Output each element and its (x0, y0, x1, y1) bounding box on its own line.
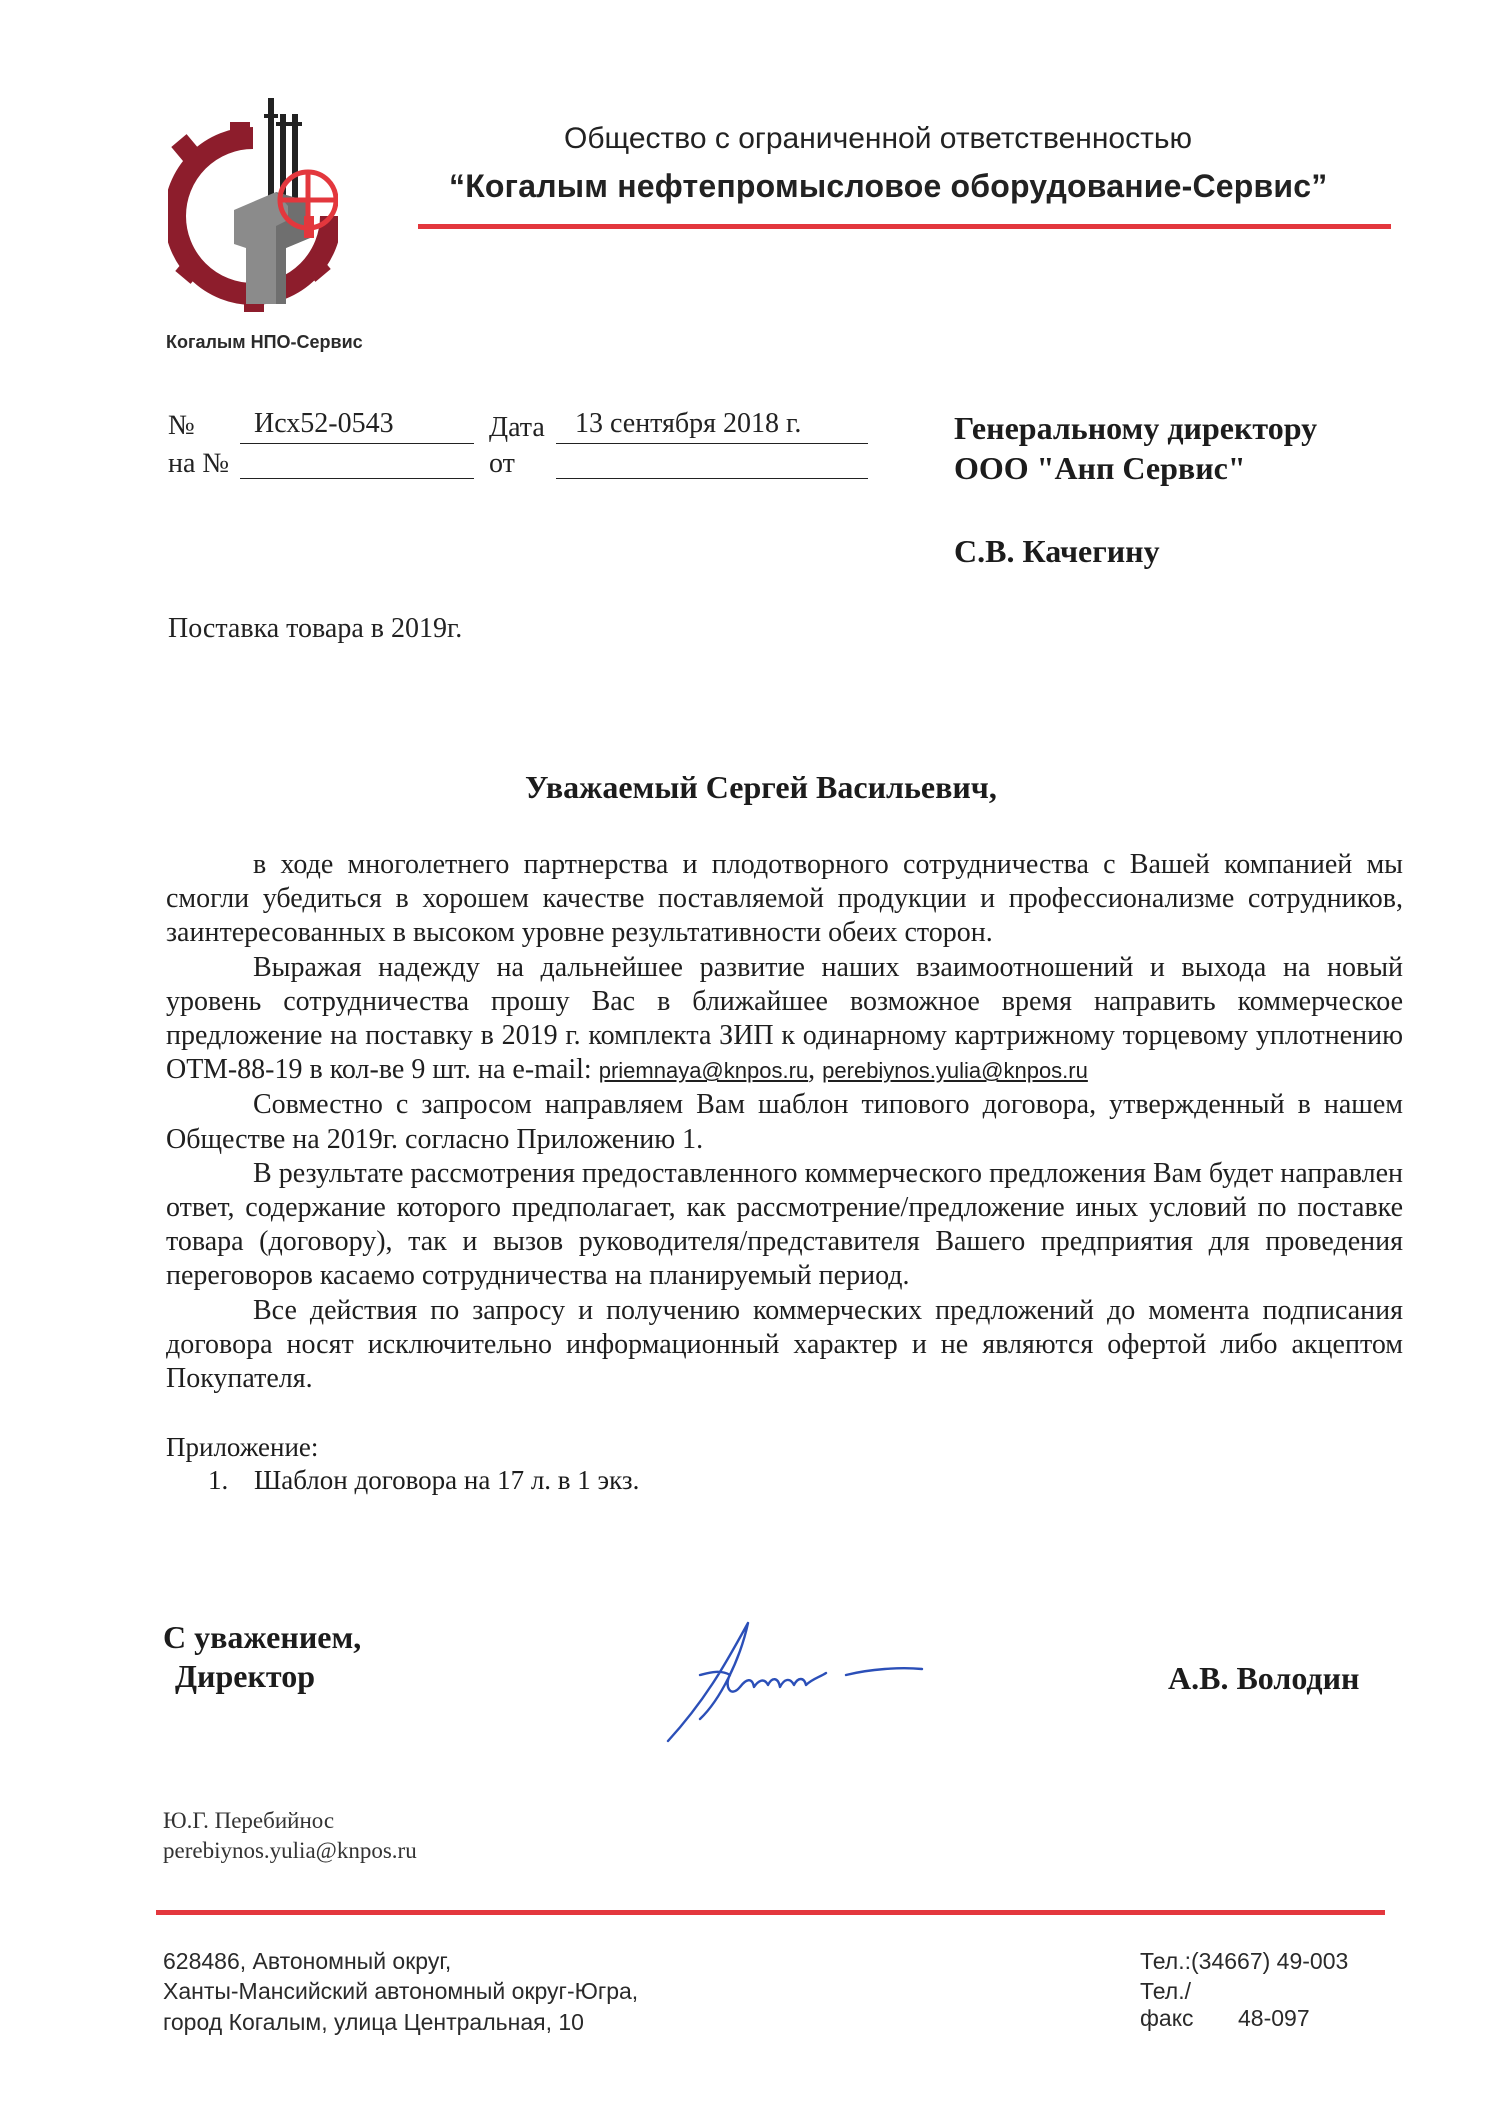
executor-email[interactable]: perebiynos.yulia@knpos.ru (163, 1838, 417, 1863)
ref-incoming-date-underline (556, 478, 868, 479)
header-divider (418, 224, 1391, 229)
footer-address-line-2: Ханты-Мансийский автономный округ-Югра, (163, 1978, 639, 2004)
executor-name: Ю.Г. Перебийнос (163, 1808, 335, 1833)
body-paragraph-2-text: Выражая надежду на дальнейшее развитие наших взаимоотношений и выхода на новый уровень сотрудничества прошу Вас в ближайшее возможное время направить коммерческое предложение на поставку в 2019 г. комплекта ЗИП к одинарному картрижному торцевому уплотнению ОТМ-88-19 в кол-ве 9 шт. на e-mail: (166, 951, 1403, 1086)
letter-subject: Поставка товара в 2019г. (168, 613, 463, 644)
addressee-position: Генеральному директору (954, 410, 1318, 446)
footer-phone (1140, 1948, 1348, 1975)
signer-name: А.В. Володин (1168, 1660, 1360, 1696)
email-link-priemnaya[interactable]: priemnaya@knpos.ru (598, 1058, 809, 1084)
closing-regards: С уважением, (163, 1619, 362, 1655)
body-paragraph-5: Все действия по запросу и получению коммерческих предложений до момента подписания договора носят исключительно информационный характер и не являются офертой либо акцептом Покупателя. (166, 1294, 1403, 1395)
ref-date-underline (556, 443, 868, 444)
footer-phone-label: Тел.: (1140, 1948, 1191, 1974)
attachment-label: Приложение: (166, 1432, 319, 1462)
ref-incoming-date-label: от (489, 448, 515, 479)
email-link-perebiynos[interactable]: perebiynos.yulia@knpos.ru (822, 1058, 1088, 1084)
ref-date-label: Дата (489, 412, 545, 443)
ref-number-label: № (168, 410, 195, 441)
addressee-name: С.В. Качегину (954, 533, 1160, 569)
body-paragraph-3: Совместно с запросом направляем Вам шаблон типового договора, утвержденный в нашем Обществе на 2019г. согласно Приложению 1. (166, 1089, 1403, 1155)
attachment-number: 1. (208, 1465, 229, 1495)
footer-fax-label: Тел./факс (1140, 1978, 1194, 2031)
email-separator: , (808, 1054, 823, 1086)
ref-incoming-label: на № (168, 448, 230, 479)
footer-divider (156, 1910, 1385, 1915)
attachment-item (208, 1465, 639, 1496)
footer-phone-value: (34667) 49-003 (1191, 1948, 1349, 1974)
body-paragraph-1: в ходе многолетнего партнерства и плодотворного сотрудничества с Вашей компанией мы смогли убедиться в хорошем качестве поставляемой продукции и профессионализме сотрудников, заинтересованных в высоком уровне результативности обеих сторон. (166, 849, 1403, 949)
footer-fax (1140, 1978, 1310, 2032)
body-paragraph-2 (166, 951, 1403, 1089)
letter-greeting: Уважаемый Сергей Васильевич, (525, 769, 997, 805)
ref-incoming-underline (240, 478, 474, 479)
letter-body (166, 848, 1403, 1396)
logo-caption: Когалым НПО-Сервис (166, 332, 363, 352)
footer-fax-value: 48-097 (1238, 2005, 1310, 2031)
org-name: “Когалым нефтепромысловое оборудование-Сервис” (449, 168, 1328, 204)
addressee-company: ООО "Анп Сервис" (954, 450, 1246, 486)
company-logo-icon (168, 98, 338, 313)
ref-date-value: 13 сентября 2018 г. (575, 408, 802, 439)
footer-address-line-3: город Когалым, улица Центральная, 10 (163, 2009, 584, 2035)
org-type: Общество с ограниченной ответственностью (564, 122, 1192, 155)
ref-number-value: Исх52-0543 (254, 408, 394, 439)
footer-address-line-1: 628486, Автономный округ, (163, 1948, 452, 1974)
handwritten-signature-icon (660, 1615, 960, 1745)
ref-number-underline (240, 443, 474, 444)
attachment-text: Шаблон договора на 17 л. в 1 экз. (254, 1465, 640, 1495)
signer-position: Директор (175, 1658, 315, 1694)
body-paragraph-4: В результате рассмотрения предоставленного коммерческого предложения Вам будет направлен ответ, содержание которого предполагает, как рассмотрение/предложение иных условий по поставке товара (договору), так и вызов руководителя/представителя Вашего предприятия для проведения переговоров касаемо сотрудничества на планируемый период. (166, 1157, 1403, 1292)
